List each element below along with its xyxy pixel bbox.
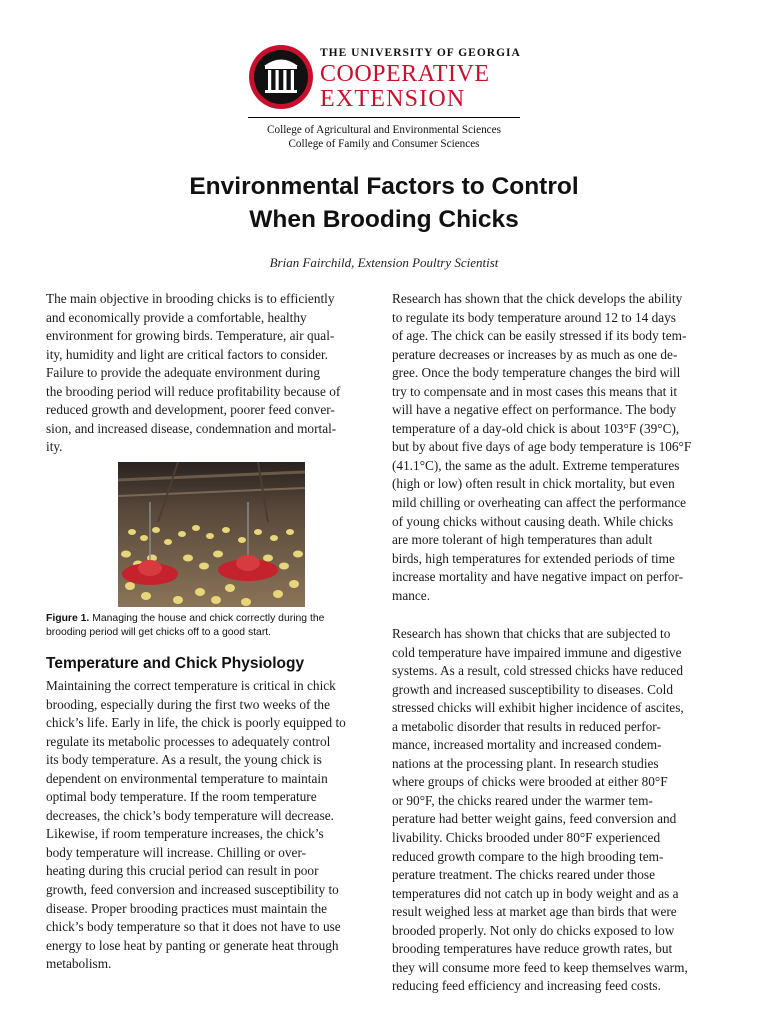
text-line: but by about five days of age body temperature is 106°F bbox=[392, 439, 692, 455]
figure-label: Figure 1. bbox=[46, 613, 90, 624]
text-line: reduced growth compare to the high brooding tem- bbox=[392, 848, 664, 864]
header-divider bbox=[248, 117, 520, 118]
text-line: or 90°F, the chicks reared under the warmer tem- bbox=[392, 792, 653, 808]
text-line: systems. As a result, cold stressed chicks have reduced bbox=[392, 663, 683, 679]
text-line: disease. Proper brooding practices must maintain the bbox=[46, 900, 328, 916]
body-temperature-paragraph bbox=[392, 290, 726, 605]
caption-text: Managing the house and chick correctly during the bbox=[89, 613, 325, 624]
brand-cooperative: COOPERATIVE bbox=[320, 61, 490, 87]
text-line: Failure to provide the adequate environment during bbox=[46, 365, 320, 381]
text-line: temperatures did not catch up in body weight and as a bbox=[392, 885, 679, 901]
text-line: mild chilling or overheating can affect the performance bbox=[392, 495, 687, 511]
text-line: environment for growing birds. Temperature, air qual- bbox=[46, 328, 335, 344]
brand-extension: EXTENSION bbox=[320, 86, 466, 112]
text-line: reducing feed efficiency and increasing feed costs. bbox=[392, 978, 661, 994]
text-line: ity, humidity and light are critical factors to consider. bbox=[46, 346, 328, 362]
text-line: its body temperature. As a result, the young chick is bbox=[46, 752, 322, 768]
text-line: of young chicks without causing death. While chicks bbox=[392, 513, 674, 529]
chick-brooding-photo bbox=[118, 462, 305, 607]
text-line: gree. Once the body temperature changes the bird will bbox=[392, 365, 681, 381]
text-line: try to compensate and in most cases this means that it bbox=[392, 383, 678, 399]
text-line: nations at the processing plant. In research studies bbox=[392, 755, 659, 771]
text-line: chick’s life. Early in life, the chick is poorly equipped to bbox=[46, 715, 346, 731]
text-line: temperature of a day-old chick is about 103°F (39°C), bbox=[392, 420, 680, 436]
text-line: increase mortality and have negative impact on perfor- bbox=[392, 569, 684, 585]
text-line: Likewise, if room temperature increases, the chick’s bbox=[46, 826, 324, 842]
uga-extension-logo bbox=[248, 44, 528, 118]
text-line: result weighed less at market age than birds that were bbox=[392, 904, 677, 920]
college-line-2: College of Family and Consumer Sciences bbox=[288, 138, 480, 150]
text-line: ity. bbox=[46, 439, 63, 455]
text-line: they will consume more feed to keep themselves warm, bbox=[392, 959, 688, 975]
text-line: energy to lose heat by panting or generate heat through bbox=[46, 937, 339, 953]
intro-paragraph bbox=[46, 290, 380, 457]
text-line: will have a negative effect on performance. The body bbox=[392, 402, 677, 418]
text-line: optimal body temperature. If the room temperature bbox=[46, 789, 317, 805]
text-line: The main objective in brooding chicks is to efficiently bbox=[46, 291, 335, 306]
text-line: Research has shown that the chick develops the ability bbox=[392, 291, 683, 306]
text-line: a metabolic disorder that results in reduced perfor- bbox=[392, 718, 661, 734]
text-line: reduced growth and development, poorer feed conver- bbox=[46, 402, 335, 418]
college-line-1: College of Agricultural and Environmental Sciences bbox=[267, 124, 501, 136]
article-title-line-1: Environmental Factors to Control bbox=[189, 173, 579, 200]
text-line: growth and increased susceptibility to diseases. Cold bbox=[392, 681, 674, 697]
arch-icon bbox=[248, 44, 314, 110]
text-line: brooding, especially during the first two weeks of the bbox=[46, 696, 330, 712]
article-title-line-2: When Brooding Chicks bbox=[249, 206, 519, 233]
text-line: dependent on environmental temperature to maintain bbox=[46, 770, 328, 786]
text-line: heating during this crucial period can result in poor bbox=[46, 863, 319, 879]
text-line: decreases, the chick’s body temperature will decrease. bbox=[46, 807, 334, 823]
text-line: birds, high temperatures for extended periods of time bbox=[392, 550, 675, 566]
temperature-paragraph bbox=[46, 677, 380, 974]
text-line: perature had better weight gains, feed conversion and bbox=[392, 811, 677, 827]
text-line: stressed chicks will exhibit higher incidence of ascites, bbox=[392, 700, 684, 716]
text-line: (41.1°C), the same as the adult. Extreme temperatures bbox=[392, 457, 680, 473]
text-line: body temperature will increase. Chilling or over- bbox=[46, 844, 307, 860]
text-line: mance, increased mortality and increased condem- bbox=[392, 737, 662, 753]
text-line: chick’s body temperature so that it does not have to use bbox=[46, 919, 341, 935]
text-line: cold temperature have impaired immune and digestive bbox=[392, 644, 682, 660]
cold-stress-paragraph bbox=[392, 625, 726, 996]
text-line: to regulate its body temperature around 12 to 14 days bbox=[392, 309, 676, 325]
text-line: Research has shown that chicks that are subjected to bbox=[392, 626, 671, 641]
text-line: are more tolerant of high temperatures than adult bbox=[392, 532, 653, 548]
text-line: the brooding period will reduce profitability because of bbox=[46, 383, 341, 399]
text-line: brooding temperatures have reduce growth rates, but bbox=[392, 941, 673, 957]
text-line: livability. Chicks brooded under 80°F experienced bbox=[392, 830, 661, 846]
section-heading: Temperature and Chick Physiology bbox=[46, 655, 305, 672]
figure-1-photo bbox=[118, 462, 305, 607]
text-line: perature decreases or increases by as much as one de- bbox=[392, 346, 678, 362]
text-line: (high or low) often result in chick mortality, but even bbox=[392, 476, 675, 492]
university-name: THE UNIVERSITY OF GEORGIA bbox=[320, 47, 521, 59]
text-line: Maintaining the correct temperature is critical in chick bbox=[46, 678, 336, 693]
figure-1-caption bbox=[46, 612, 380, 639]
text-line: brooded properly. Not only do chicks exposed to low bbox=[392, 922, 675, 938]
text-line: perature treatment. The chicks reared under those bbox=[392, 867, 655, 883]
text-line: sion, and increased disease, condemnation and mortal- bbox=[46, 420, 337, 436]
text-line: of age. The chick can be easily stressed if its body tem- bbox=[392, 328, 687, 344]
text-line: regulate its metabolic processes to adequately control bbox=[46, 733, 331, 749]
text-line: where groups of chicks were brooded at either 80°F bbox=[392, 774, 668, 790]
text-line: growth, feed conversion and increased susceptibility to bbox=[46, 882, 339, 898]
caption-text: brooding period will get chicks off to a good start. bbox=[46, 626, 272, 638]
author-byline: Brian Fairchild, Extension Poultry Scientist bbox=[269, 255, 499, 270]
text-line: mance. bbox=[392, 587, 431, 603]
text-line: metabolism. bbox=[46, 956, 112, 972]
text-line: and economically provide a comfortable, healthy bbox=[46, 309, 307, 325]
